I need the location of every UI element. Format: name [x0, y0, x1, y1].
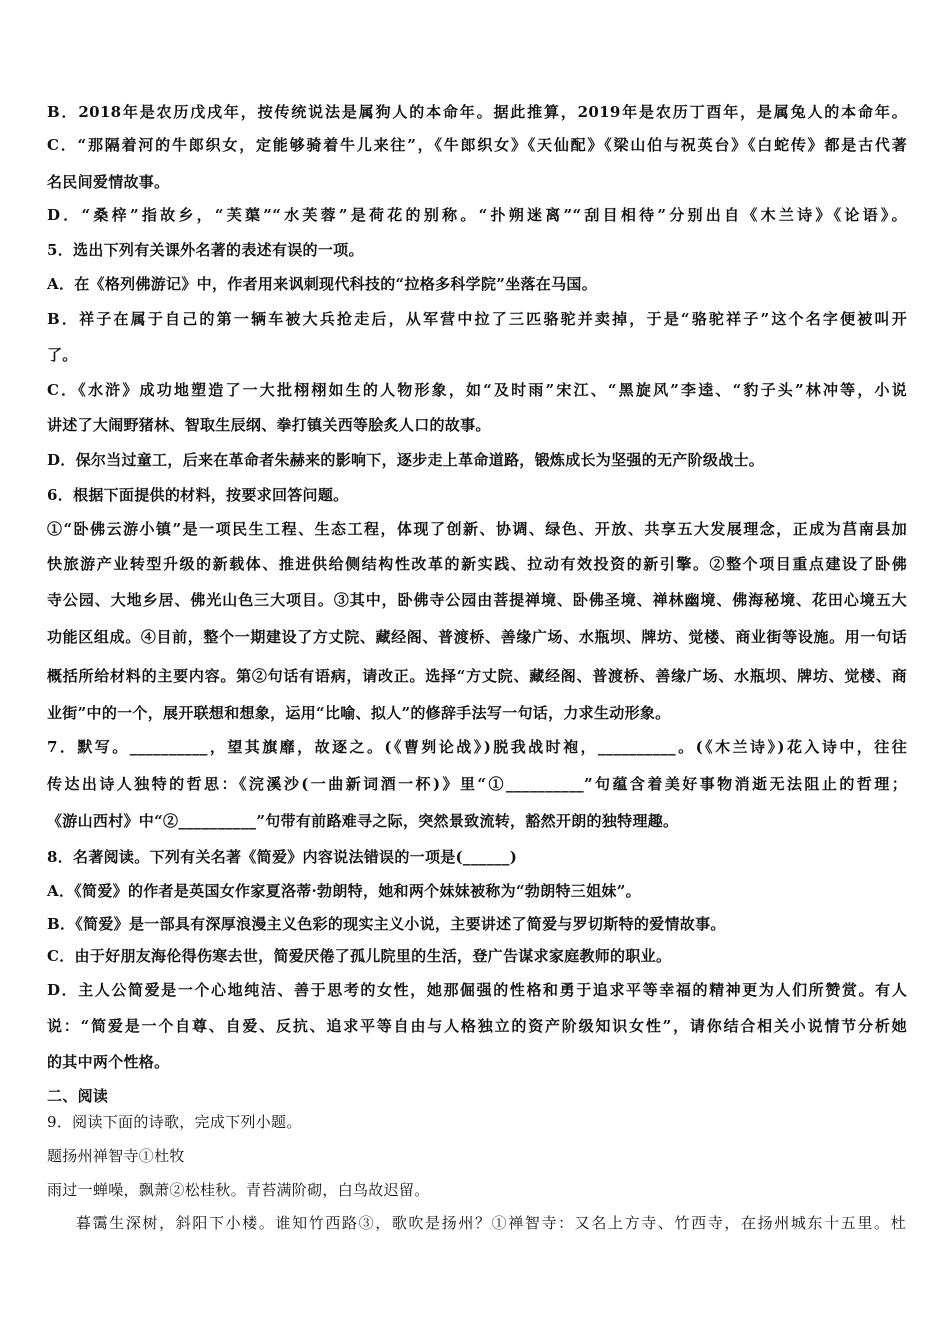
material-line-4: 功能区组成。④目前，整个一期建设了方丈院、藏经阁、普渡桥、善缘广场、水瓶坝、牌坊、觉楼、商业街等设施。用一句话 — [47, 628, 907, 646]
poem-title: 题扬州禅智寺①杜牧 — [47, 1147, 185, 1165]
option-8d-line-2: 说：“简爱是一个自尊、自爱、反抗、追求平等自由与人格独立的资产阶级知识女性”，请你结合相关小说情节分析她 — [47, 1017, 907, 1035]
option-4c: C．“那隔着河的牛郎织女，定能够骑着牛儿来往”，《牛郎织女》《天仙配》《梁山伯与祝英台》《白蛇传》都是古代著 — [47, 136, 907, 154]
question-7-line-2: 传达出诗人独特的哲思：《浣溪沙(一曲新词酒一杯)》里“①__________”句蕴含着美好事物消逝无法阻止的哲理； — [47, 775, 907, 793]
option-8a: A．《简爱》的作者是英国女作家夏洛蒂·勃朗特，她和两个妹妹被称为“勃朗特三姐妹”。 — [47, 882, 641, 900]
option-5b: B．祥子在属于自己的第一辆车被大兵抢走后，从军营中拉了三匹骆驼并卖掉，于是“骆驼祥子”这个名字便被叫开 — [47, 310, 907, 328]
poem-line-1: 雨过一蝉噪，飘萧②松桂秋。青苔满阶砌，白鸟故迟留。 — [47, 1181, 430, 1199]
option-8b: B．《简爱》是一部具有深厚浪漫主义色彩的现实主义小说，主要讲述了简爱与罗切斯特的爱情故事。 — [47, 915, 726, 933]
material-line-1: ①“卧佛云游小镇”是一项民生工程、生态工程，体现了创新、协调、绿色、开放、共享五大发展理念，正成为莒南县加 — [47, 520, 907, 538]
question-6: 6．根据下面提供的材料，按要求回答问题。 — [47, 486, 349, 504]
option-8d: D．主人公简爱是一个心地纯洁、善于思考的女性，她那倔强的性格和勇于追求平等幸福的精神更为人们所赞赏。有人 — [47, 981, 907, 999]
option-8d-line-3: 的其中两个性格。 — [47, 1053, 170, 1071]
material-line-5: 概括所给材料的主要内容。第②句话有语病，请改正。选择“方丈院、藏经阁、普渡桥、善缘广场、水瓶坝、牌坊、觉楼、商 — [47, 667, 907, 685]
option-4c-cont: 名民间爱情故事。 — [47, 173, 170, 191]
option-5c: C．《水浒》成功地塑造了一大批栩栩如生的人物形象，如“及时雨”宋江、“黑旋风”李逵、“豹子头”林冲等，小说 — [47, 381, 907, 399]
question-9: 9．阅读下面的诗歌，完成下列小题。 — [47, 1113, 302, 1131]
option-4d: D．“桑梓”指故乡，“芙蕖”“水芙蓉”是荷花的别称。“扑朔迷离”“刮目相待”分别出自《木兰诗》《论语》。 — [47, 206, 907, 224]
poem-line-2: 暮霭生深树，斜阳下小楼。谁知竹西路③，歌吹是扬州？①禅智寺：又名上方寺、竹西寺，在扬州城东十五里。杜 — [76, 1214, 906, 1232]
option-5d: D．保尔当过童工，后来在革命者朱赫来的影响下，逐步走上革命道路，锻炼成长为坚强的无产阶级战士。 — [47, 451, 765, 469]
option-5c-cont: 讲述了大闹野猪林、智取生辰纲、拳打镇关西等脍炙人口的故事。 — [47, 416, 491, 434]
question-5: 5．选出下列有关课外名著的表述有误的一项。 — [47, 241, 364, 259]
question-7-line-3: 《游山西村》中“②__________”句带有前路难寻之际，突然景致流转，豁然开朗的独特理趣。 — [47, 812, 679, 830]
material-line-6: 业街”中的一个，展开联想和想象，运用“比喻、拟人”的修辞手法写一句话，力求生动形象。 — [47, 704, 671, 722]
question-7: 7．默写。__________，望其旗靡，故逐之。(《曹刿论战》)脱我战时袍，__________。(《木兰诗》)花入诗中，往往 — [47, 738, 907, 756]
option-8c: C．由于好朋友海伦得伤寒去世，简爱厌倦了孤儿院里的生活，登广告谋求家庭教师的职业。 — [47, 947, 672, 965]
option-4b: B．2018年是农历戊戌年，按传统说法是属狗人的本命年。据此推算，2019年是农历丁酉年，是属兔人的本命年。 — [47, 103, 907, 121]
option-5a: A．在《格列佛游记》中，作者用来讽刺现代科技的“拉格多科学院”坐落在马国。 — [47, 275, 597, 293]
material-line-3: 寺公园、大地乡居、佛光山色三大项目。③其中，卧佛寺公园由菩提禅境、卧佛圣境、禅林幽境、佛海秘境、花田心境五大 — [47, 591, 907, 609]
question-8: 8．名著阅读。下列有关名著《简爱》内容说法错误的一项是(______) — [47, 848, 518, 866]
material-line-2: 快旅游产业转型升级的新载体、推进供给侧结构性改革的新实践、拉动有效投资的新引擎。②整个项目重点建设了卧佛 — [47, 555, 907, 573]
section-heading-reading: 二、阅读 — [47, 1087, 109, 1105]
option-5b-cont: 了。 — [47, 346, 78, 364]
